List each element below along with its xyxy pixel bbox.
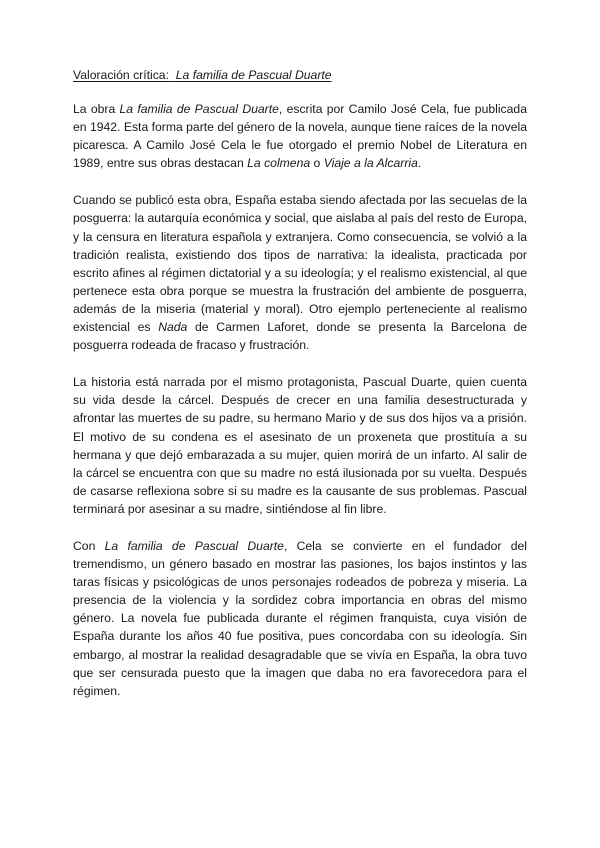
text-run: de Carmen Laforet, donde se presenta la Barcelona de posguerra rodeada de fracaso y frustración.	[73, 320, 527, 353]
italic-title-reference: La familia de Pascual Duarte	[104, 538, 284, 553]
text-run: Cuando se publicó esta obra, España estaba siendo afectada por las secuelas de la posguerra: la autarquía económica y social, que aislaba al país del resto de Europa, y la censura en literatura española y extranjera. Como consecuencia, se volvió a la tradición realista, existiendo dos tipos de narrativa: la idealista, practicada por escrito afines al régimen dictatorial y a su ideología; y el realismo existencial, al que pertenece esta obra porque se muestra la frustración del ambiente de posguerra, además de la miseria (material y moral). Otro ejemplo perteneciente al realismo existencial es	[73, 193, 527, 335]
italic-title-reference: La colmena	[247, 156, 311, 171]
italic-title-reference: Viaje a la Alcarria	[323, 156, 418, 171]
paragraph-intro	[73, 100, 527, 172]
paragraph-tremendismo	[73, 537, 527, 700]
title-prefix: Valoración crítica:	[73, 68, 169, 82]
italic-title-reference: Nada	[158, 320, 188, 335]
text-run: La historia está narrada por el mismo protagonista, Pascual Duarte, quien cuenta su vida desde la cárcel. Después de crecer en una familia desestructurada y afrontar las muertes de su padre, su hermano Mario y de sus dos hijos va a prisión. El motivo de su condena es el asesinato de un proxeneta que prostituía a su hermana y que dejó embarazada a su mujer, quien morirá de un infarto. Al salir de la cárcel se encuentra con que su madre no está ilusionada por su vuelta. Después de casarse reflexiona sobre si su madre es la causante de sus problemas. Pascual terminará por asesinar a su madre, sintiéndose al fin libre.	[73, 375, 527, 516]
text-run: La obra	[73, 102, 120, 116]
text-run: , escrita por Camilo José Cela, fue publicada en 1942. Esta forma parte del género de la novela, aunque tiene raíces de la novela picaresca. A Camilo José Cela le fue otorgado el premio Nobel de Literatura en 1989, entre sus obras destacan	[73, 102, 527, 171]
paragraph-plot	[73, 373, 527, 518]
text-run: o	[310, 156, 324, 171]
text-run: .	[417, 156, 422, 171]
text-run: , Cela se convierte en el fundador del tremendismo, un género basado en mostrar las pasiones, los bajos instintos y las taras físicas y psicológicas de unos personajes rodeados de pobreza y miseria. La presencia de la violencia y la sordidez cobra importancia en obras del mismo género. La novela fue publicada durante el régimen franquista, cuya visión de España durante los años 40 fue positiva, pues concordaba con su ideología. Sin embargo, al mostrar la realidad desagradable que se vivía en España, la obra tuvo que ser censurada puesto que la imagen que daba no era favorecedora para el régimen.	[73, 538, 527, 698]
document-title	[73, 67, 527, 84]
paragraph-context	[73, 191, 527, 354]
title-book: La familia de Pascual Duarte	[175, 68, 332, 82]
text-run: Con	[73, 538, 105, 553]
italic-title-reference: La familia de Pascual Duarte	[119, 102, 279, 116]
